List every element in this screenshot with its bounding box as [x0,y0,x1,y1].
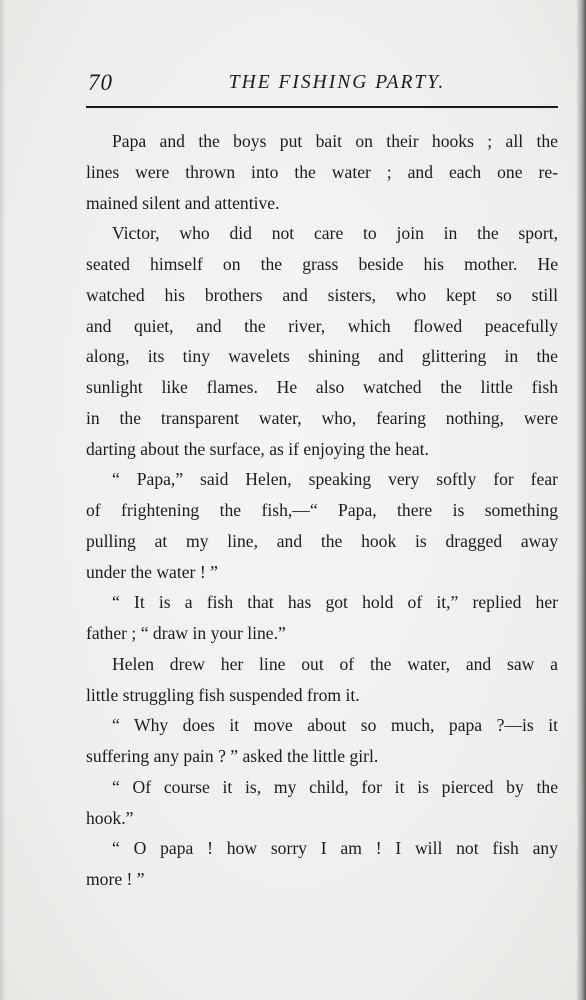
text-line: in the transparent water, who, fearing nothing, were [86,407,558,428]
running-title: THE FISHING PARTY. [228,72,446,93]
text-line: seated himself on the grass beside his mother. He [86,254,558,274]
text-line: pulling at my line, and the hook is dragged away [86,530,558,551]
body-text [86,126,558,895]
text-line: under the water ! ” [86,561,218,582]
text-line: Victor, who did not care to join in the sport, [112,223,558,244]
text-line: “ Why does it move about so much, papa ?—is it [112,715,558,736]
text-line: sunlight like flames. He also watched the little fish [86,377,558,397]
text-line: mained silent and attentive. [86,192,280,213]
header-rule [86,106,558,108]
text-line: watched his brothers and sisters, who kept so still [86,284,558,305]
page-header [88,70,558,100]
text-line: Helen drew her line out of the water, and saw a [112,653,558,674]
text-line: “ O papa ! how sorry I am ! I will not fish any [112,838,558,859]
text-line: “ Papa,” said Helen, speaking very softly for fear [112,469,558,490]
text-line: hook.” [86,807,134,828]
text-line: and quiet, and the river, which flowed peacefully [86,315,558,336]
text-line: suffering any pain ? ” asked the little girl. [86,746,379,766]
text-line: lines were thrown into the water ; and each one re- [86,161,558,182]
text-line: little struggling fish suspended from it. [86,684,360,705]
text-line: father ; “ draw in your line.” [86,623,286,643]
text-line: of frightening the fish,—“ Papa, there is something [86,500,558,520]
text-line: Papa and the boys put bait on their hooks ; all the [112,131,558,151]
page-right-edge-shadow [576,0,586,1000]
text-line: “ It is a fish that has got hold of it,” replied her [112,592,558,613]
text-line: along, its tiny wavelets shining and glittering in the [86,346,558,367]
text-line: darting about the surface, as if enjoying the heat. [86,438,429,459]
text-line: more ! ” [86,869,145,889]
text-line: “ Of course it is, my child, for it is pierced by the [112,776,558,797]
page-left-shadow [0,0,6,1000]
page-number: 70 [88,70,113,95]
